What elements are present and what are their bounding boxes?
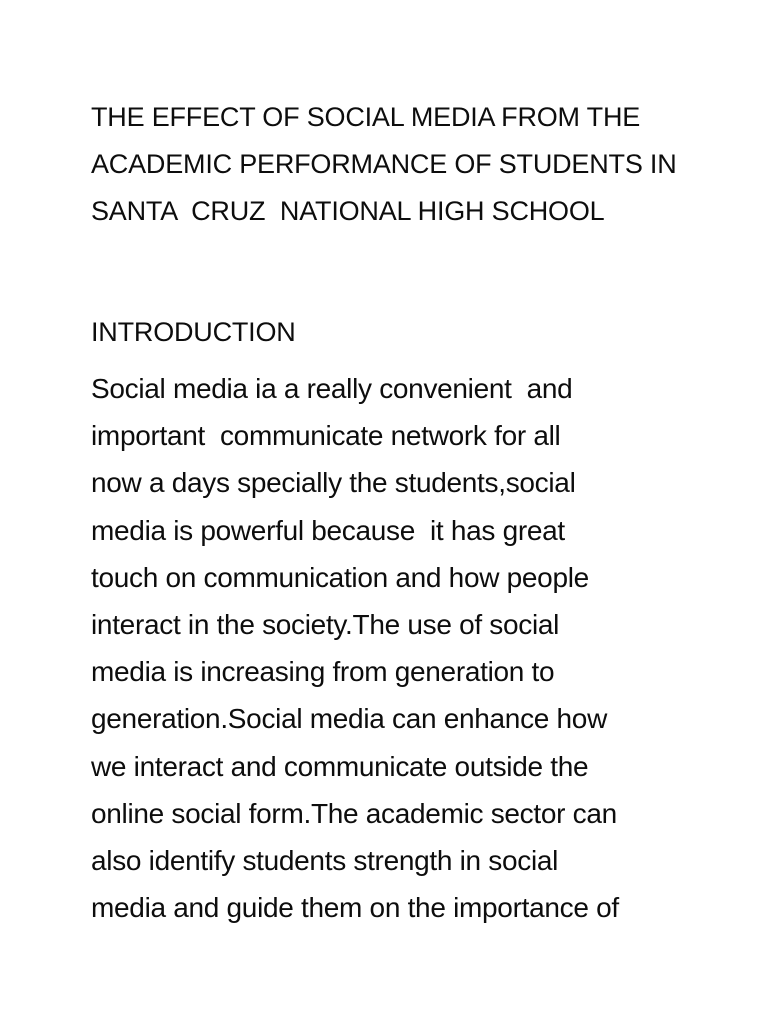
body-line: generation.Social media can enhance how xyxy=(91,703,607,735)
body-line: interact in the society.The use of social xyxy=(91,609,560,641)
body-line: touch on communication and how people xyxy=(91,561,589,593)
body-line: media is powerful because it has great xyxy=(91,514,565,546)
body-line: Social media ia a really convenient and xyxy=(91,373,573,404)
title-line: SANTA CRUZ NATIONAL HIGH SCHOOL xyxy=(91,196,605,226)
title-line: ACADEMIC PERFORMANCE OF STUDENTS IN xyxy=(91,149,677,179)
document-title xyxy=(91,94,731,235)
body-line: media is increasing from generation to xyxy=(91,656,555,688)
body-line: online social form.The academic sector can xyxy=(91,797,617,829)
body-paragraph xyxy=(91,365,741,931)
title-line: THE EFFECT OF SOCIAL MEDIA FROM THE xyxy=(91,102,641,132)
body-line: we interact and communicate outside the xyxy=(91,750,589,782)
body-line: important communicate network for all xyxy=(91,420,561,452)
body-line: media and guide them on the importance of xyxy=(91,892,619,924)
section-heading: INTRODUCTION xyxy=(91,317,296,347)
body-line: also identify students strength in social xyxy=(91,845,559,877)
body-line: now a days specially the students,social xyxy=(91,467,576,499)
